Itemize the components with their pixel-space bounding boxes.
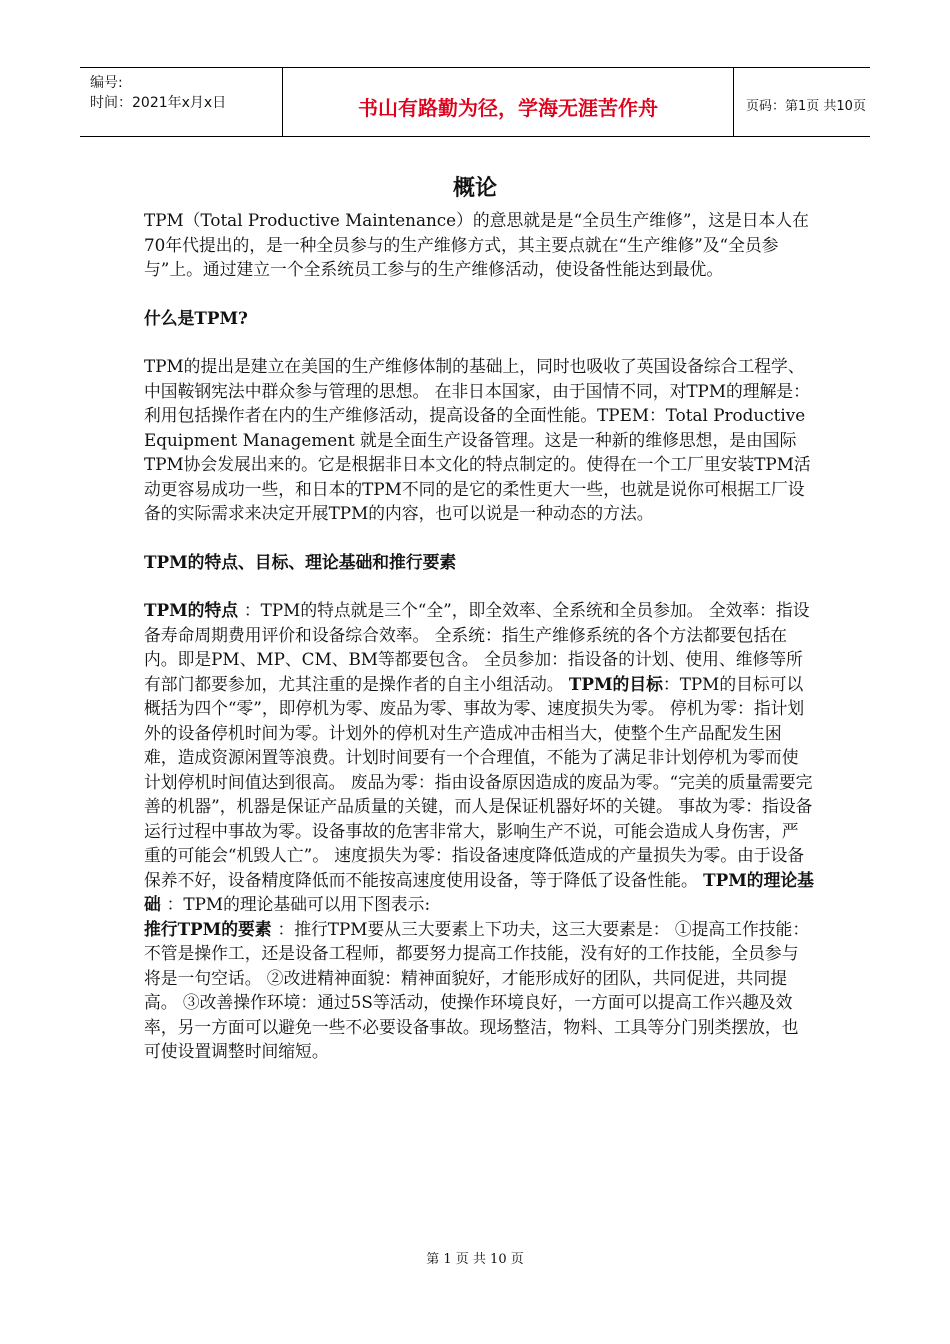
header-motto: 书山有路勤为径，学海无涯苦作舟 [358, 96, 658, 120]
header-page-label: 页码：第1页 共10页 [746, 99, 866, 114]
page-header [80, 67, 870, 137]
intro-paragraph: TPM（Total Productive Maintenance）的意思就是是“全员生产维修”，这是日本人在70年代提出的，是一种全员参与的生产维修方式，其主要点就在“生产维修”及“全员参与”上。通过建立一个全系统员工参与的生产维修活动，使设备性能达到最优。 [144, 210, 809, 279]
features-label: TPM的特点 [144, 600, 244, 620]
theory-label: TPM的理论基础 [144, 869, 814, 914]
elements-paragraph [144, 917, 814, 1064]
what-is-tpm-paragraph: TPM的提出是建立在美国的生产维修体制的基础上，同时也吸收了英国设备综合工程学、中国鞍钢宪法中群众参与管理的思想。 在非日本国家，由于国情不同，对TPM的理解是：利用包括操作者在内的生产维修活动，提高设备的全面性能。TPEM：Total Productive Equipment Management 就是全面生产设备管理。这是一种新的维修思想，是由国际TPM协会发展出来的。它是根据非日本文化的特点制定的。使得在一个工厂里安装TPM活动更容易成功一些，和日本的TPM不同的是它的柔性更大一些，也就是说你可根据工厂设备的实际需求来决定开展TPM的内容，也可以说是一种动态的方法。 [144, 356, 811, 523]
page-footer: 第 1 页 共 10 页 [426, 1252, 524, 1267]
header-info-cell [80, 68, 283, 136]
goals-text: ：TPM的目标可以概括为四个“零”，即停机为零、废品为零、事故为零、速度损失为零。 停机为零：指计划外的设备停机时间为零。计划外的停机对生产造成冲击相当大，使整个生产品配发生困难，造成资源闲置等浪费。计划时间要有一个合理值，不能为了满足非计划停机为零而使计划停机时间值达到很高。 废品为零：指由设备原因造成的废品为零。“完美的质量需要完善的机器”，机器是保证产品质量的关键，而人是保证机器好坏的关键。 事故为零：指设备运行过程中事故为零。设备事故的危害非常大，影响生产不说，可能会造成人身伤害，严重的可能会“机毁人亡”。 速度损失为零：指设备速度降低造成的产量损失为零。由于设备保养不好，设备精度降低而不能按高速度使用设备，等于降低了设备性能。 [144, 673, 813, 890]
goals-label: TPM的目标 [568, 673, 663, 694]
header-page-cell [734, 68, 870, 136]
section-heading-what-is-tpm: 什么是TPM? [144, 307, 248, 328]
doc-number-label: 编号: [90, 75, 123, 91]
elements-label: 推行TPM的要素 [144, 918, 278, 939]
doc-date-label: 时间：2021年x月x日 [90, 95, 227, 111]
header-motto-cell [283, 68, 734, 136]
document-body [144, 208, 814, 1064]
features-text: ：TPM的特点就是三个“全”，即全效率、全系统和全员参加。 全效率：指设备寿命周期费用评价和设备综合效率。 全系统：指生产维修系统的各个方法都要包括在内。即是PM、MP、CM、BM等都要包含。 全员参加：指设备的计划、使用、维修等所有部门都要参加，尤其注重的是操作者的自主小组活动。 [144, 600, 810, 694]
document-title: 概论 [452, 176, 497, 201]
elements-text: ：推行TPM要从三大要素上下功夫，这三大要素是： ①提高工作技能：不管是操作工，还是设备工程师，都要努力提高工作技能，没有好的工作技能，全员参与将是一句空话。 ②改进精神面貌：精神面貌好，才能形成好的团队，共同促进，共同提高。 ③改善操作环境：通过5S等活动，使操作环境良好，一方面可以提高工作兴趣及效率，另一方面可以避免一些不必要设备事故。现场整洁，物料、工具等分门别类摆放，也可使设置调整时间缩短。 [144, 918, 810, 1061]
section-heading-features: TPM的特点、目标、理论基础和推行要素 [144, 551, 457, 572]
features-paragraph [144, 598, 814, 917]
theory-text: ：TPM的理论基础可以用下图表示: [166, 894, 431, 914]
